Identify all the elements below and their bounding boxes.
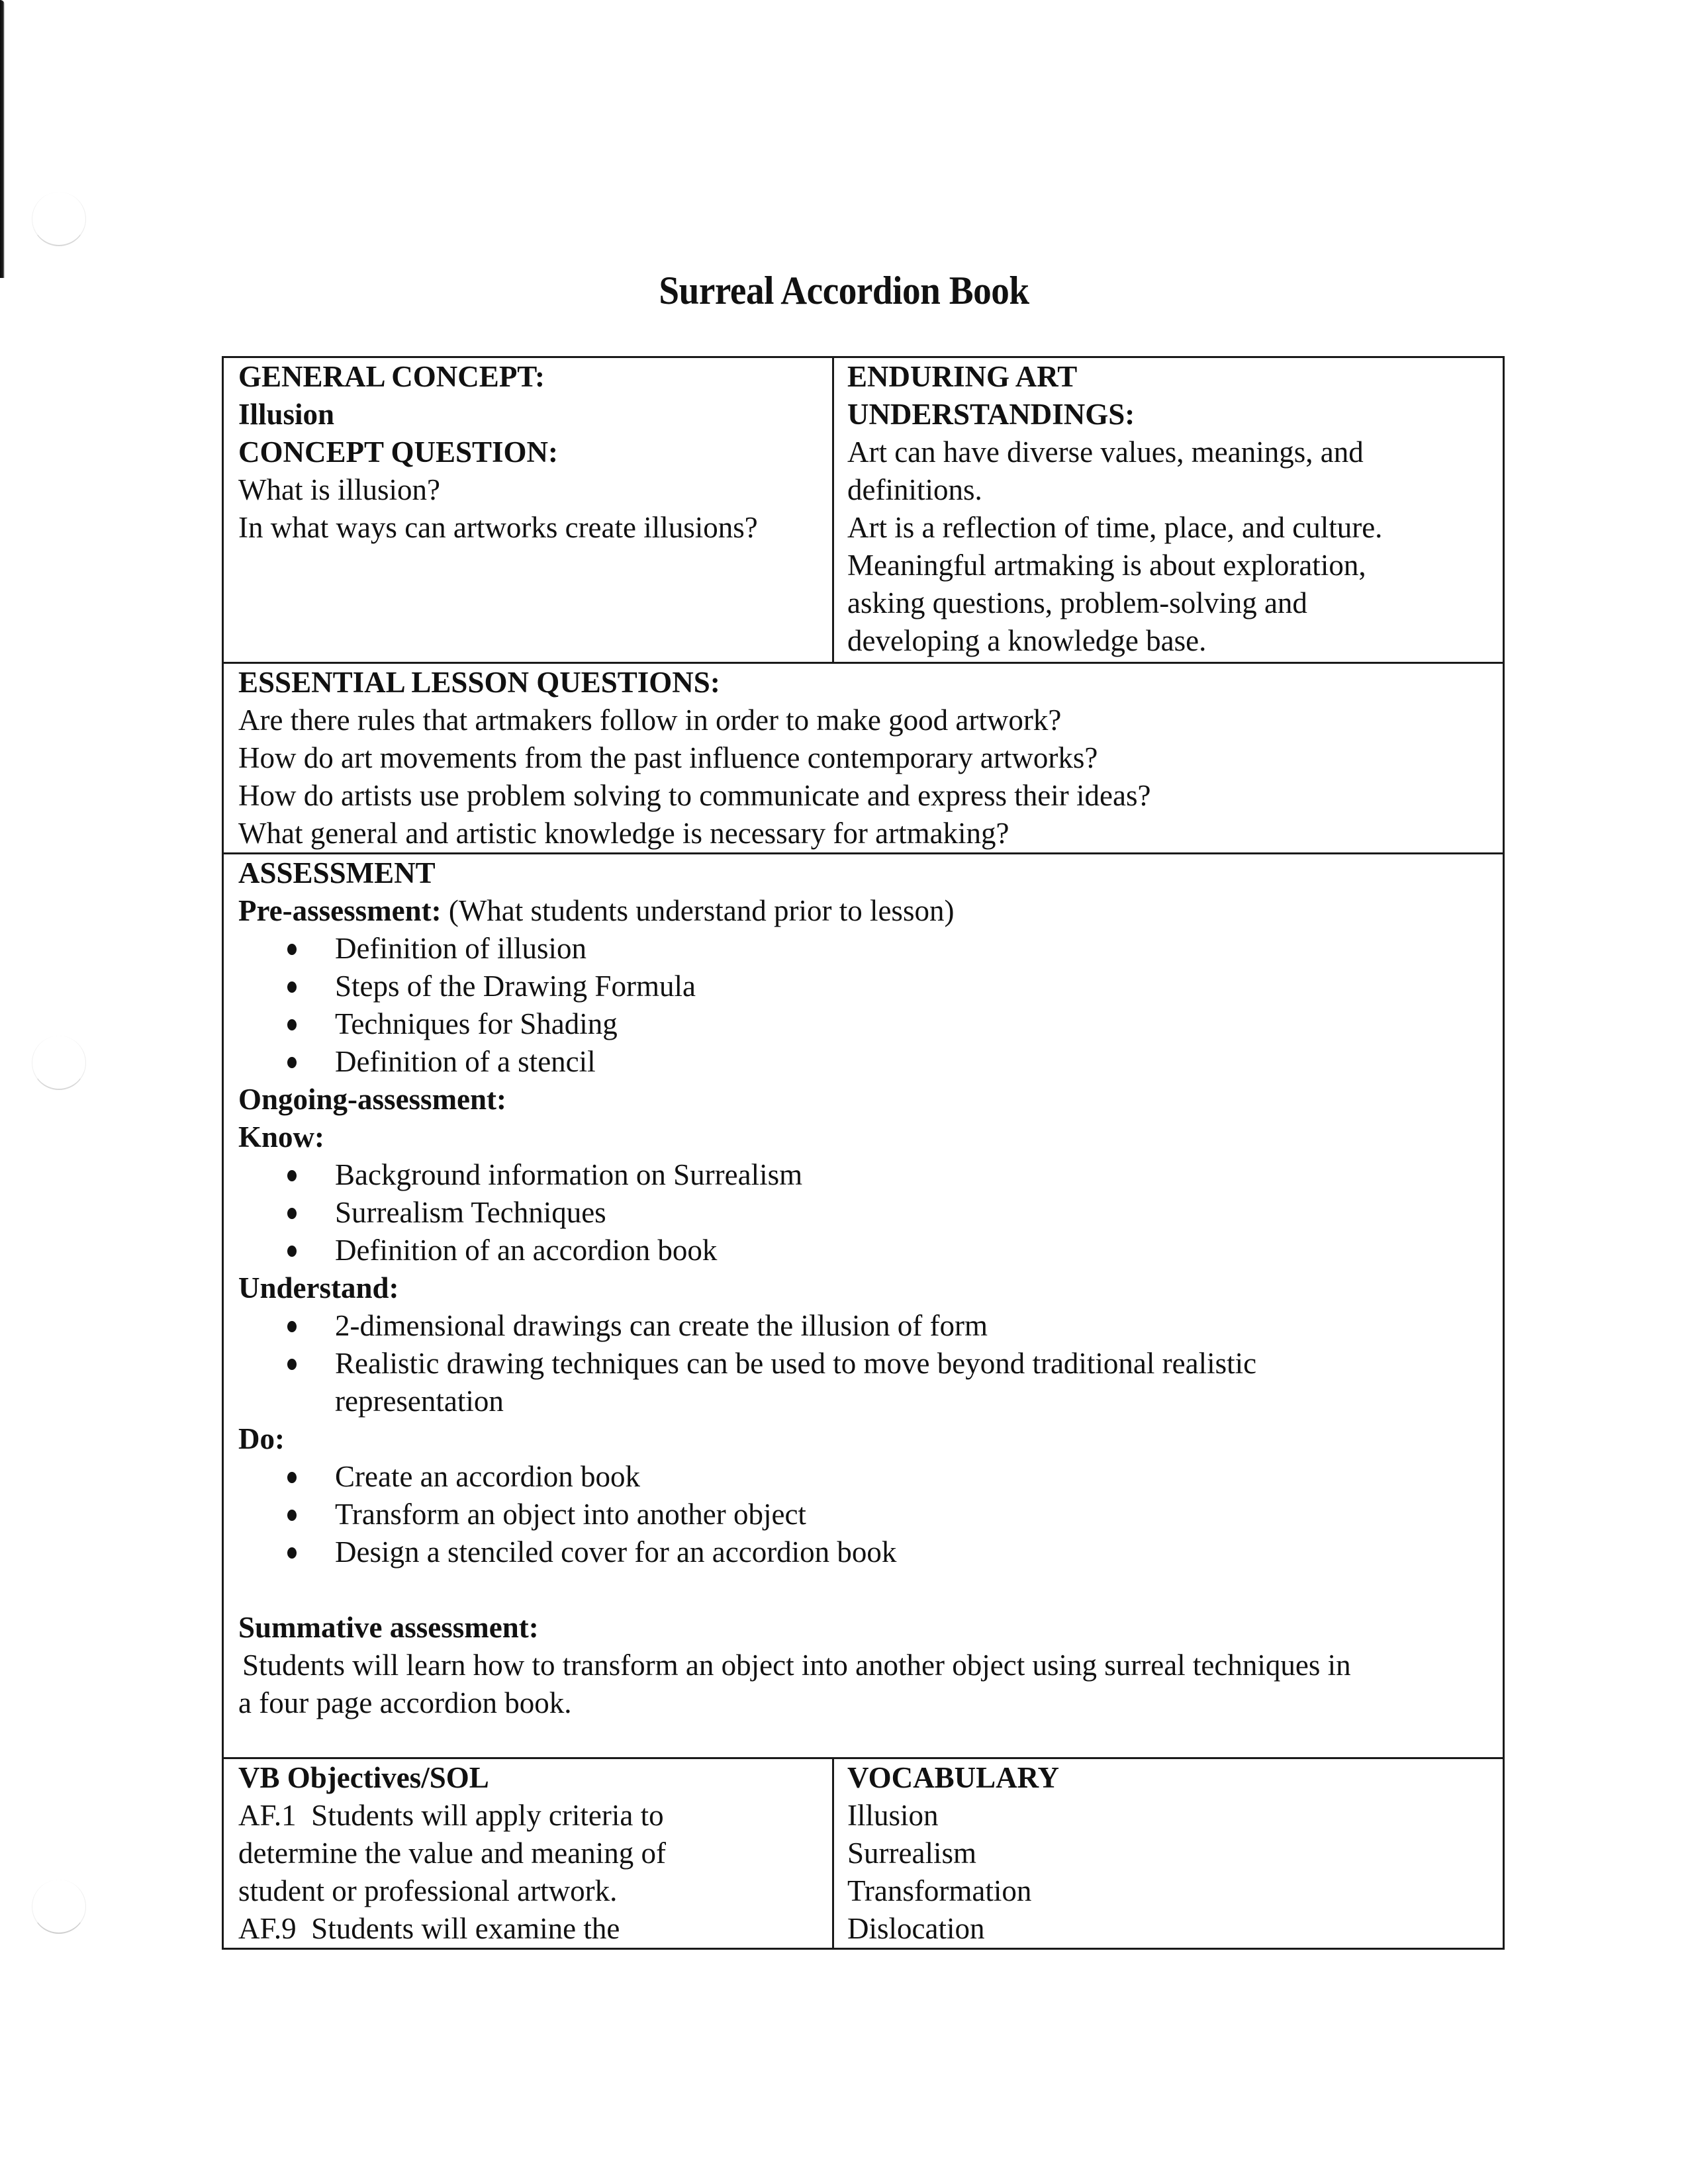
lesson-plan-table xyxy=(222,356,1505,1950)
understand-list xyxy=(238,1307,1493,1420)
know-list xyxy=(238,1156,1493,1269)
bullet-icon xyxy=(287,1208,297,1219)
bullet-icon xyxy=(287,981,297,993)
concept-question: What is illusion? xyxy=(238,473,440,506)
general-concept-heading: GENERAL CONCEPT: xyxy=(238,360,545,393)
section-spacer xyxy=(238,1571,1493,1609)
bullet-icon xyxy=(287,1359,297,1370)
pre-assessment-note: (What students understand prior to lesson) xyxy=(441,894,955,927)
do-label: Do: xyxy=(238,1422,285,1455)
assessment-row xyxy=(223,854,1504,1758)
list-item: Techniques for Shading xyxy=(285,1005,1493,1043)
list-item: Transform an object into another object xyxy=(285,1496,1493,1533)
bullet-icon xyxy=(287,1472,297,1483)
understand-label: Understand: xyxy=(238,1271,399,1304)
vocabulary-term: Illusion xyxy=(847,1799,939,1832)
bullet-icon xyxy=(287,1057,297,1068)
general-concept-cell xyxy=(223,357,833,663)
vocabulary-term: Transformation xyxy=(847,1874,1032,1907)
bullet-icon xyxy=(287,1019,297,1030)
bullet-icon xyxy=(287,1246,297,1257)
list-item: Create an accordion book xyxy=(285,1458,1493,1496)
pre-assessment-line xyxy=(238,892,1493,930)
ongoing-assessment-label: Ongoing-assessment: xyxy=(238,1083,507,1116)
list-item: Surrealism Techniques xyxy=(285,1194,1493,1232)
assessment-heading: ASSESSMENT xyxy=(238,856,436,889)
essential-question: How do artists use problem solving to communicate and express their ideas? xyxy=(238,779,1151,812)
list-item: Definition of a stencil xyxy=(285,1043,1493,1081)
bullet-icon xyxy=(287,1170,297,1181)
list-item: Steps of the Drawing Formula xyxy=(285,968,1493,1005)
pre-assessment-list xyxy=(238,930,1493,1081)
punch-hole-mark-top xyxy=(32,192,86,246)
understanding-line: Art can have diverse values, meanings, and xyxy=(847,435,1364,469)
bullet-icon xyxy=(287,1510,297,1521)
pre-assessment-label: Pre-assessment: xyxy=(238,894,442,927)
scan-edge-shadow xyxy=(0,0,5,278)
do-list xyxy=(238,1458,1493,1571)
bullet-icon xyxy=(287,1321,297,1332)
essential-question: Are there rules that artmakers follow in order to make good artwork? xyxy=(238,704,1062,737)
essential-question: How do art movements from the past influence contemporary artworks? xyxy=(238,741,1098,774)
know-label: Know: xyxy=(238,1120,325,1154)
essential-questions-row xyxy=(223,663,1504,854)
enduring-understandings-heading: UNDERSTANDINGS: xyxy=(847,398,1135,431)
understanding-line: asking questions, problem-solving and xyxy=(847,586,1307,619)
vocabulary-term: Dislocation xyxy=(847,1912,985,1945)
understanding-line: developing a knowledge base. xyxy=(847,624,1207,657)
understanding-line: Meaningful artmaking is about exploration, xyxy=(847,549,1366,582)
vocabulary-cell xyxy=(833,1758,1504,1949)
page-title: Surreal Accordion Book xyxy=(659,269,1029,312)
summative-assessment-text: a four page accordion book. xyxy=(238,1686,572,1719)
objectives-heading: VB Objectives/SOL xyxy=(238,1761,489,1794)
punch-hole-mark-middle xyxy=(32,1036,86,1090)
concept-question: In what ways can artworks create illusions? xyxy=(238,511,758,544)
concept-row xyxy=(223,357,1504,663)
objective-line: AF.1 Students will apply criteria to xyxy=(238,1799,664,1832)
list-item: Definition of an accordion book xyxy=(285,1232,1493,1269)
understanding-line: Art is a reflection of time, place, and culture. xyxy=(847,511,1383,544)
enduring-understandings-cell xyxy=(833,357,1504,663)
assessment-cell xyxy=(223,854,1504,1758)
bullet-icon xyxy=(287,1547,297,1559)
objective-line: determine the value and meaning of xyxy=(238,1837,666,1870)
vocabulary-term: Surrealism xyxy=(847,1837,976,1870)
enduring-understandings-heading: ENDURING ART xyxy=(847,360,1078,393)
objective-line: AF.9 Students will examine the xyxy=(238,1912,620,1945)
objectives-vocabulary-row xyxy=(223,1758,1504,1949)
vocabulary-heading: VOCABULARY xyxy=(847,1761,1060,1794)
concept-question-heading: CONCEPT QUESTION: xyxy=(238,435,559,469)
summative-assessment-text: Students will learn how to transform an object into another object using surreal techniques in xyxy=(242,1649,1351,1682)
general-concept-value: Illusion xyxy=(238,398,335,431)
summative-assessment-label: Summative assessment: xyxy=(238,1611,539,1644)
list-item: 2-dimensional drawings can create the illusion of form xyxy=(285,1307,1493,1345)
objectives-cell xyxy=(223,1758,833,1949)
essential-questions-cell xyxy=(223,663,1504,854)
understanding-line: definitions. xyxy=(847,473,982,506)
bullet-icon xyxy=(287,944,297,955)
essential-questions-heading: ESSENTIAL LESSON QUESTIONS: xyxy=(238,666,720,699)
list-item: Definition of illusion xyxy=(285,930,1493,968)
punch-hole-mark-bottom xyxy=(32,1880,86,1934)
list-item: Background information on Surrealism xyxy=(285,1156,1493,1194)
objective-line: student or professional artwork. xyxy=(238,1874,618,1907)
list-item: Realistic drawing techniques can be used to move beyond traditional realistic representation xyxy=(285,1345,1493,1420)
essential-question: What general and artistic knowledge is necessary for artmaking? xyxy=(238,817,1009,850)
list-item: Design a stenciled cover for an accordion book xyxy=(285,1533,1493,1571)
